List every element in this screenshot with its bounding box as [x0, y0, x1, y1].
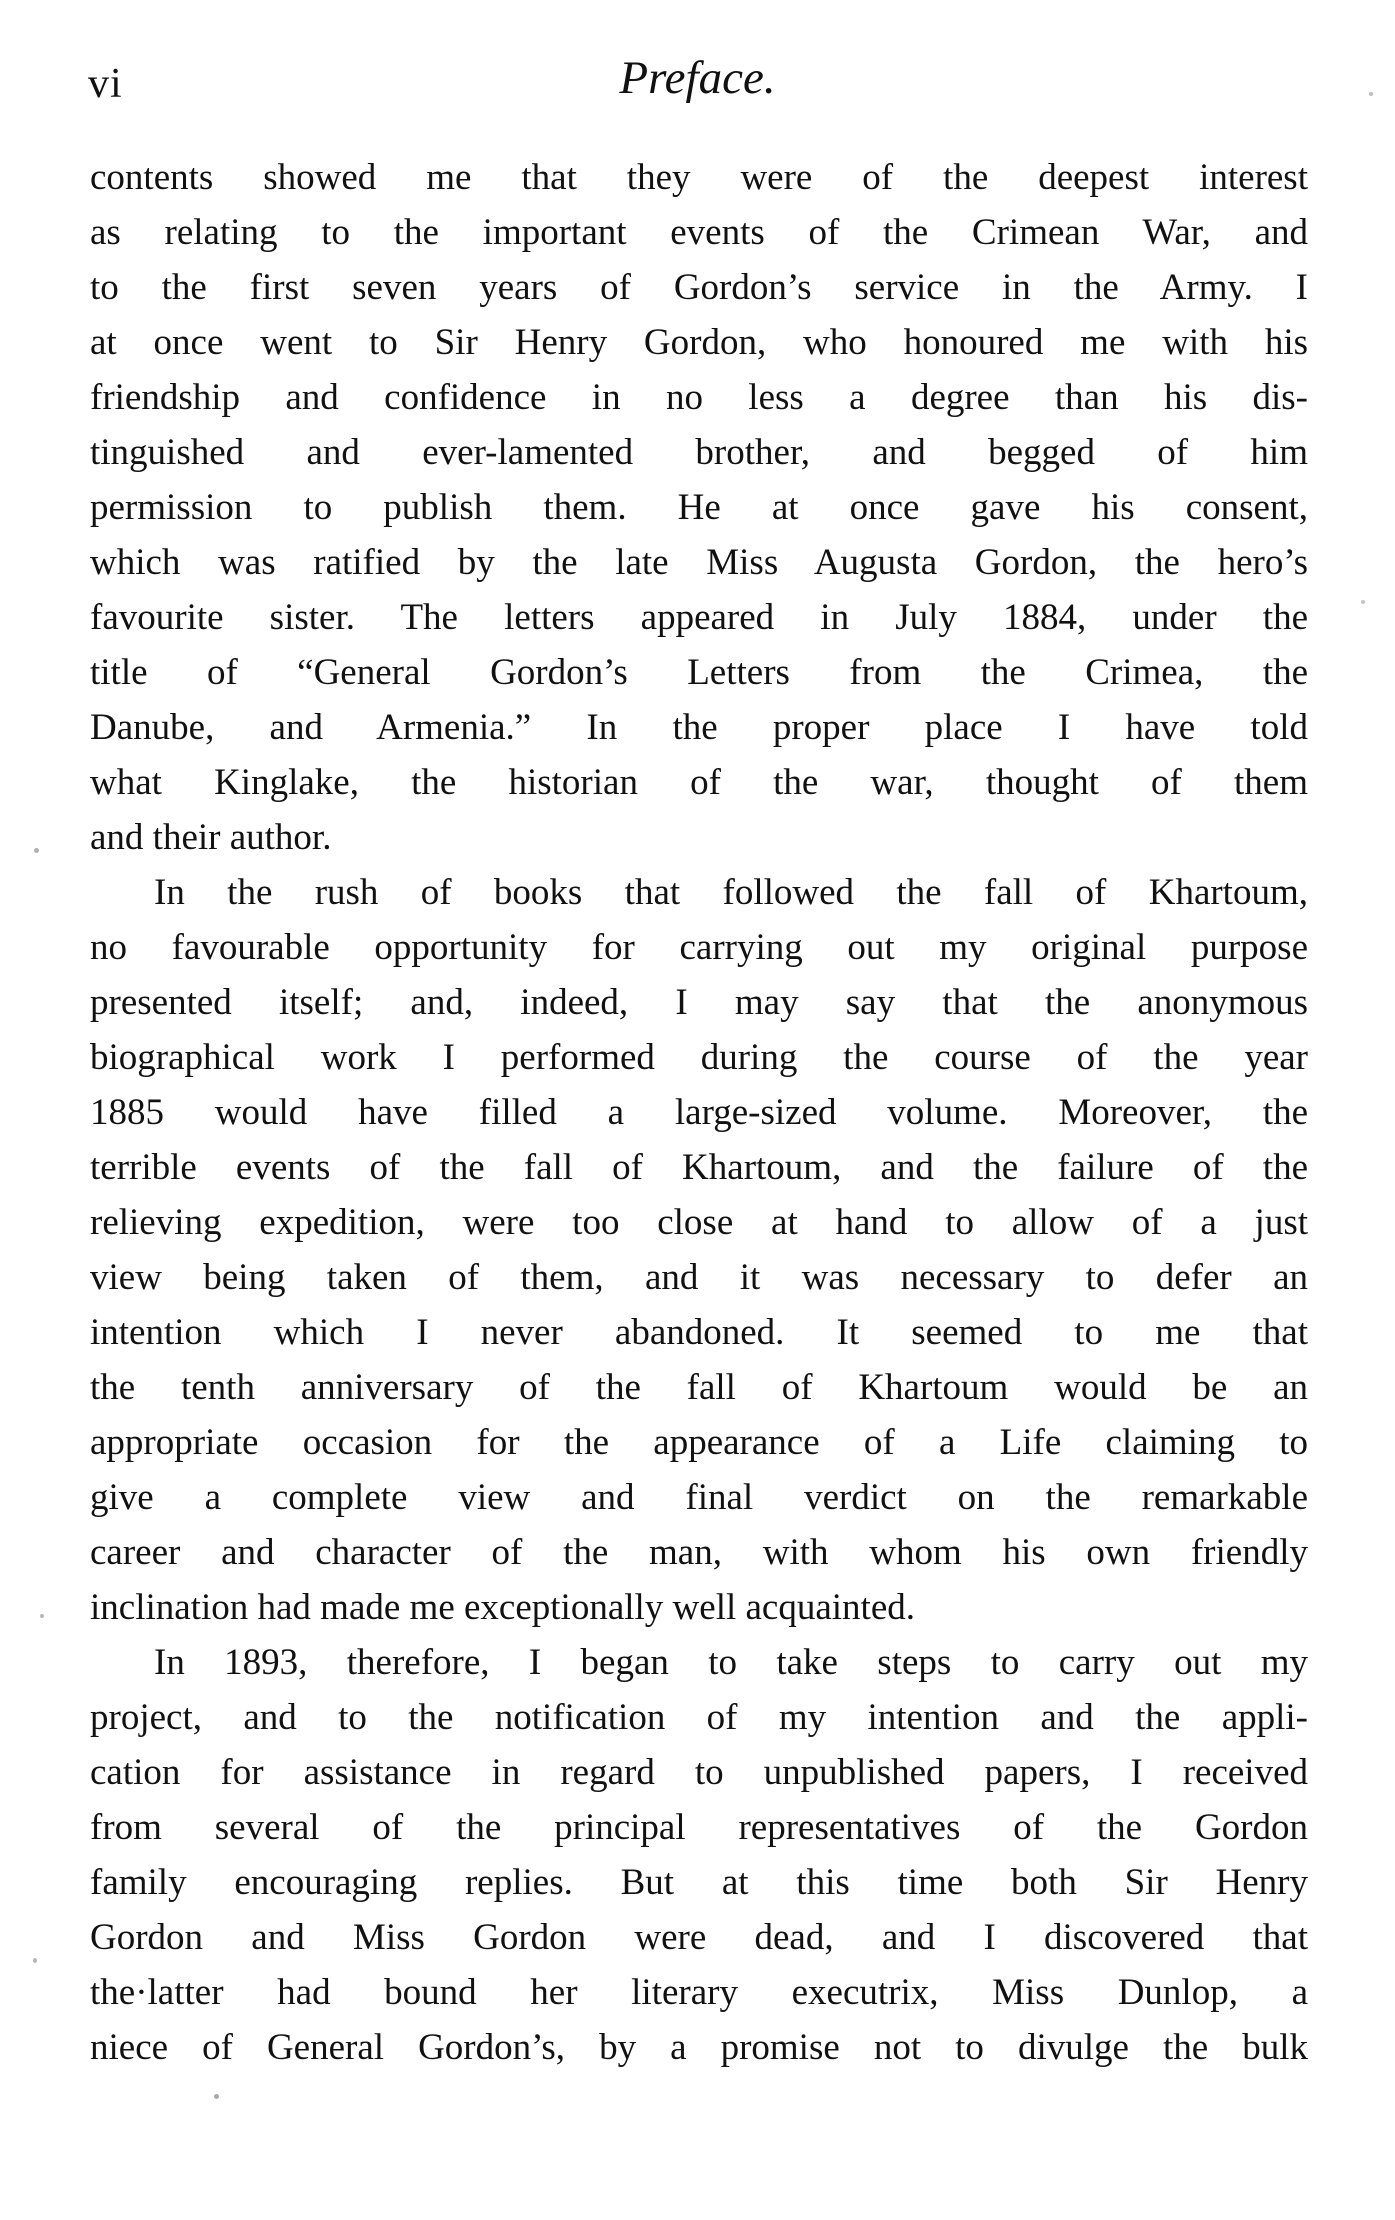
text-line: career and character of the man, with whom his own friendly: [90, 1532, 1308, 1573]
text-line: contents showed me that they were of the deepest interest: [90, 157, 1308, 198]
text-line: presented itself; and, indeed, I may say that the anonymous: [90, 982, 1308, 1023]
text-line: title of “General Gordon’s Letters from the Crimea, the: [90, 652, 1308, 693]
text-line: project, and to the notification of my intention and the appli-: [90, 1697, 1308, 1738]
text-line: the tenth anniversary of the fall of Khartoum would be an: [90, 1367, 1308, 1408]
text-line: permission to publish them. He at once gave his consent,: [90, 487, 1308, 528]
page-number: vi: [88, 61, 123, 107]
text-line: and their author.: [90, 817, 332, 858]
scan-speck: [214, 2094, 219, 2099]
text-line: appropriate occasion for the appearance of a Life claiming to: [90, 1422, 1308, 1463]
text-line: give a complete view and final verdict on the remarkable: [90, 1477, 1308, 1518]
text-line: inclination had made me exceptionally well acquainted.: [90, 1587, 916, 1628]
text-line: at once went to Sir Henry Gordon, who honoured me with his: [90, 322, 1308, 363]
text-line: favourite sister. The letters appeared in July 1884, under the: [90, 597, 1308, 638]
text-line: as relating to the important events of the Crimean War, and: [90, 212, 1308, 253]
text-line: view being taken of them, and it was necessary to defer an: [90, 1257, 1308, 1298]
text-line: no favourable opportunity for carrying out my original purpose: [90, 927, 1308, 968]
text-line: tinguished and ever-lamented brother, and begged of him: [90, 432, 1308, 473]
text-line: 1885 would have filled a large-sized volume. Moreover, the: [90, 1092, 1308, 1133]
text-line: the·latter had bound her literary executrix, Miss Dunlop, a: [90, 1972, 1308, 2013]
text-line: to the first seven years of Gordon’s service in the Army. I: [90, 267, 1308, 308]
scan-speck: [34, 848, 39, 853]
text-line: what Kinglake, the historian of the war, thought of them: [90, 762, 1308, 803]
text-line: family encouraging replies. But at this time both Sir Henry: [90, 1862, 1308, 1903]
paragraph: [90, 1635, 1308, 2075]
text-line: from several of the principal representatives of the Gordon: [90, 1807, 1308, 1848]
text-line: Danube, and Armenia.” In the proper place I have told: [90, 707, 1308, 748]
text-line: niece of General Gordon’s, by a promise not to divulge the bulk: [90, 2027, 1308, 2068]
scan-speck: [1369, 92, 1373, 96]
paragraph: [90, 865, 1308, 1635]
text-line: friendship and confidence in no less a degree than his dis-: [90, 377, 1308, 418]
page-header: [0, 0, 1395, 120]
page-body-text: [90, 150, 1308, 2075]
text-line: In the rush of books that followed the fall of Khartoum,: [154, 872, 1308, 913]
text-line: Gordon and Miss Gordon were dead, and I discovered that: [90, 1917, 1308, 1958]
running-title: Preface.: [619, 52, 776, 104]
text-line: cation for assistance in regard to unpublished papers, I received: [90, 1752, 1308, 1793]
scan-speck: [33, 1958, 37, 1963]
text-line: terrible events of the fall of Khartoum, and the failure of the: [90, 1147, 1308, 1188]
scan-speck: [40, 1614, 44, 1618]
scan-speck: [1361, 600, 1365, 604]
text-line: In 1893, therefore, I began to take steps to carry out my: [154, 1642, 1308, 1683]
text-line: relieving expedition, were too close at hand to allow of a just: [90, 1202, 1308, 1243]
paragraph: [90, 150, 1308, 865]
text-line: intention which I never abandoned. It seemed to me that: [90, 1312, 1308, 1353]
text-line: biographical work I performed during the course of the year: [90, 1037, 1308, 1078]
text-line: which was ratified by the late Miss Augusta Gordon, the hero’s: [90, 542, 1308, 583]
